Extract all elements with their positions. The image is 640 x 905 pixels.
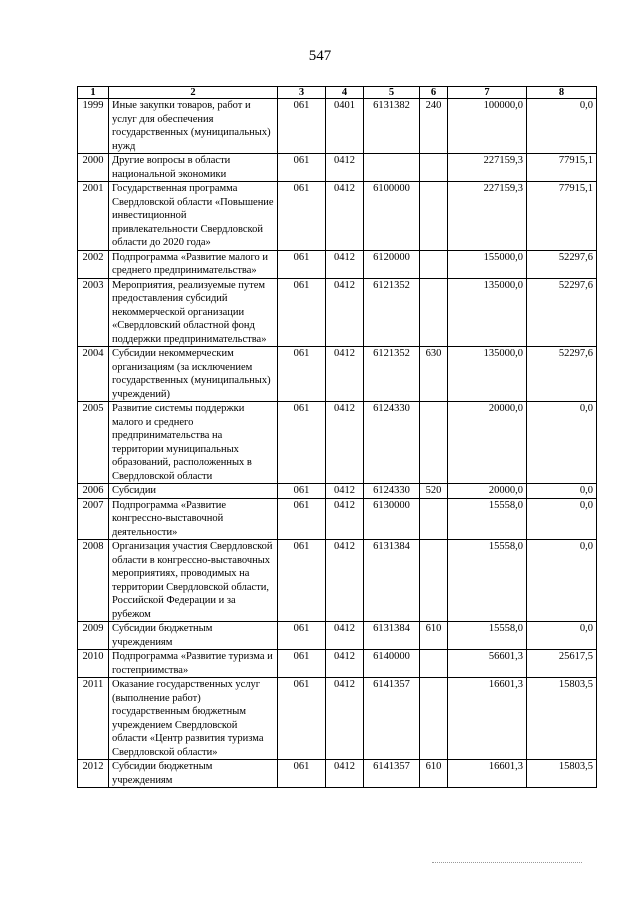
target-code-cell: 6131384 xyxy=(364,622,420,650)
page-number: 547 xyxy=(308,48,332,64)
expense-type-cell xyxy=(420,650,448,678)
row-name-cell: Государственная программа Свердловской области «Повышение инвестиционной привлекательности Свердловской области до 2020 года» xyxy=(109,182,278,251)
amount-cell: 100000,0 xyxy=(448,99,527,154)
section-code-cell: 0412 xyxy=(326,182,364,251)
column-header: 5 xyxy=(364,87,420,99)
amount-cell: 15803,5 xyxy=(527,678,597,760)
expense-type-cell xyxy=(420,250,448,278)
amount-cell: 77915,1 xyxy=(527,154,597,182)
section-code-cell: 0412 xyxy=(326,650,364,678)
target-code-cell: 6141357 xyxy=(364,678,420,760)
row-name-cell: Подпрограмма «Развитие туризма и гостеприимства» xyxy=(109,650,278,678)
target-code-cell: 6100000 xyxy=(364,182,420,251)
row-number-cell: 2000 xyxy=(78,154,109,182)
table-row xyxy=(78,347,597,402)
row-name-cell: Субсидии xyxy=(109,484,278,499)
row-number-cell: 2005 xyxy=(78,402,109,484)
footer-mark xyxy=(432,862,582,863)
table-row xyxy=(78,402,597,484)
row-name-cell: Субсидии некоммерческим организациям (за исключением государственных (муниципальных) учреждений) xyxy=(109,347,278,402)
expense-type-cell: 610 xyxy=(420,760,448,788)
amount-cell: 0,0 xyxy=(527,540,597,622)
table-row xyxy=(78,182,597,251)
amount-cell: 52297,6 xyxy=(527,347,597,402)
amount-cell: 25617,5 xyxy=(527,650,597,678)
amount-cell: 20000,0 xyxy=(448,402,527,484)
row-number-cell: 2002 xyxy=(78,250,109,278)
row-name-cell: Подпрограмма «Развитие конгрессно-выставочной деятельности» xyxy=(109,498,278,540)
table-row xyxy=(78,154,597,182)
amount-cell: 15558,0 xyxy=(448,498,527,540)
expense-type-cell xyxy=(420,498,448,540)
table-row xyxy=(78,498,597,540)
column-header: 2 xyxy=(109,87,278,99)
column-header: 8 xyxy=(527,87,597,99)
row-number-cell: 2008 xyxy=(78,540,109,622)
admin-code-cell: 061 xyxy=(278,622,326,650)
row-number-cell: 2006 xyxy=(78,484,109,499)
expense-type-cell: 240 xyxy=(420,99,448,154)
target-code-cell: 6121352 xyxy=(364,347,420,402)
admin-code-cell: 061 xyxy=(278,278,326,347)
row-name-cell: Субсидии бюджетным учреждениям xyxy=(109,760,278,788)
expense-type-cell: 630 xyxy=(420,347,448,402)
section-code-cell: 0412 xyxy=(326,678,364,760)
target-code-cell: 6124330 xyxy=(364,402,420,484)
row-number-cell: 2009 xyxy=(78,622,109,650)
row-number-cell: 2001 xyxy=(78,182,109,251)
amount-cell: 52297,6 xyxy=(527,250,597,278)
table-row xyxy=(78,650,597,678)
column-header: 1 xyxy=(78,87,109,99)
target-code-cell: 6130000 xyxy=(364,498,420,540)
section-code-cell: 0412 xyxy=(326,402,364,484)
amount-cell: 155000,0 xyxy=(448,250,527,278)
admin-code-cell: 061 xyxy=(278,498,326,540)
section-code-cell: 0412 xyxy=(326,540,364,622)
target-code-cell xyxy=(364,154,420,182)
expense-type-cell xyxy=(420,182,448,251)
amount-cell: 77915,1 xyxy=(527,182,597,251)
expense-type-cell xyxy=(420,154,448,182)
amount-cell: 15803,5 xyxy=(527,760,597,788)
amount-cell: 0,0 xyxy=(527,402,597,484)
amount-cell: 227159,3 xyxy=(448,182,527,251)
amount-cell: 0,0 xyxy=(527,498,597,540)
column-header: 4 xyxy=(326,87,364,99)
column-header: 3 xyxy=(278,87,326,99)
expense-type-cell xyxy=(420,278,448,347)
table-row xyxy=(78,622,597,650)
expense-type-cell xyxy=(420,540,448,622)
amount-cell: 20000,0 xyxy=(448,484,527,499)
admin-code-cell: 061 xyxy=(278,347,326,402)
row-name-cell: Оказание государственных услуг (выполнение работ) государственным бюджетным учреждением Свердловской области «Центр развития туризма Свердловской области» xyxy=(109,678,278,760)
admin-code-cell: 061 xyxy=(278,678,326,760)
row-name-cell: Субсидии бюджетным учреждениям xyxy=(109,622,278,650)
row-number-cell: 1999 xyxy=(78,99,109,154)
column-header: 6 xyxy=(420,87,448,99)
amount-cell: 15558,0 xyxy=(448,540,527,622)
row-number-cell: 2003 xyxy=(78,278,109,347)
admin-code-cell: 061 xyxy=(278,650,326,678)
target-code-cell: 6131384 xyxy=(364,540,420,622)
admin-code-cell: 061 xyxy=(278,154,326,182)
expense-type-cell xyxy=(420,678,448,760)
target-code-cell: 6120000 xyxy=(364,250,420,278)
section-code-cell: 0401 xyxy=(326,99,364,154)
amount-cell: 0,0 xyxy=(527,99,597,154)
column-header: 7 xyxy=(448,87,527,99)
amount-cell: 15558,0 xyxy=(448,622,527,650)
admin-code-cell: 061 xyxy=(278,484,326,499)
section-code-cell: 0412 xyxy=(326,278,364,347)
table-row xyxy=(78,250,597,278)
row-number-cell: 2007 xyxy=(78,498,109,540)
table-row xyxy=(78,278,597,347)
amount-cell: 16601,3 xyxy=(448,678,527,760)
section-code-cell: 0412 xyxy=(326,484,364,499)
target-code-cell: 6124330 xyxy=(364,484,420,499)
amount-cell: 0,0 xyxy=(527,622,597,650)
admin-code-cell: 061 xyxy=(278,402,326,484)
table-row xyxy=(78,484,597,499)
admin-code-cell: 061 xyxy=(278,540,326,622)
amount-cell: 135000,0 xyxy=(448,347,527,402)
table-row xyxy=(78,540,597,622)
section-code-cell: 0412 xyxy=(326,622,364,650)
table-row xyxy=(78,760,597,788)
row-name-cell: Иные закупки товаров, работ и услуг для обеспечения государственных (муниципальных) нужд xyxy=(109,99,278,154)
amount-cell: 135000,0 xyxy=(448,278,527,347)
row-number-cell: 2012 xyxy=(78,760,109,788)
row-name-cell: Организация участия Свердловской области в конгрессно-выставочных мероприятиях, проводимых на территории Свердловской области, Российской Федерации и за рубежом xyxy=(109,540,278,622)
expense-type-cell xyxy=(420,402,448,484)
section-code-cell: 0412 xyxy=(326,760,364,788)
row-number-cell: 2011 xyxy=(78,678,109,760)
admin-code-cell: 061 xyxy=(278,250,326,278)
amount-cell: 227159,3 xyxy=(448,154,527,182)
row-name-cell: Подпрограмма «Развитие малого и среднего предпринимательства» xyxy=(109,250,278,278)
section-code-cell: 0412 xyxy=(326,154,364,182)
target-code-cell: 6140000 xyxy=(364,650,420,678)
expense-type-cell: 610 xyxy=(420,622,448,650)
row-name-cell: Развитие системы поддержки малого и среднего предпринимательства на территории муниципальных образований, расположенных в Свердловской области xyxy=(109,402,278,484)
expense-type-cell: 520 xyxy=(420,484,448,499)
target-code-cell: 6141357 xyxy=(364,760,420,788)
table-row xyxy=(78,99,597,154)
table-row xyxy=(78,678,597,760)
budget-table xyxy=(77,86,597,788)
section-code-cell: 0412 xyxy=(326,250,364,278)
section-code-cell: 0412 xyxy=(326,347,364,402)
target-code-cell: 6121352 xyxy=(364,278,420,347)
row-number-cell: 2010 xyxy=(78,650,109,678)
admin-code-cell: 061 xyxy=(278,99,326,154)
amount-cell: 0,0 xyxy=(527,484,597,499)
amount-cell: 56601,3 xyxy=(448,650,527,678)
admin-code-cell: 061 xyxy=(278,760,326,788)
target-code-cell: 6131382 xyxy=(364,99,420,154)
section-code-cell: 0412 xyxy=(326,498,364,540)
admin-code-cell: 061 xyxy=(278,182,326,251)
row-number-cell: 2004 xyxy=(78,347,109,402)
amount-cell: 16601,3 xyxy=(448,760,527,788)
amount-cell: 52297,6 xyxy=(527,278,597,347)
row-name-cell: Другие вопросы в области национальной экономики xyxy=(109,154,278,182)
table-header-row xyxy=(78,87,597,99)
row-name-cell: Мероприятия, реализуемые путем предоставления субсидий некоммерческой организации «Свердловский областной фонд поддержки предпринимательства» xyxy=(109,278,278,347)
